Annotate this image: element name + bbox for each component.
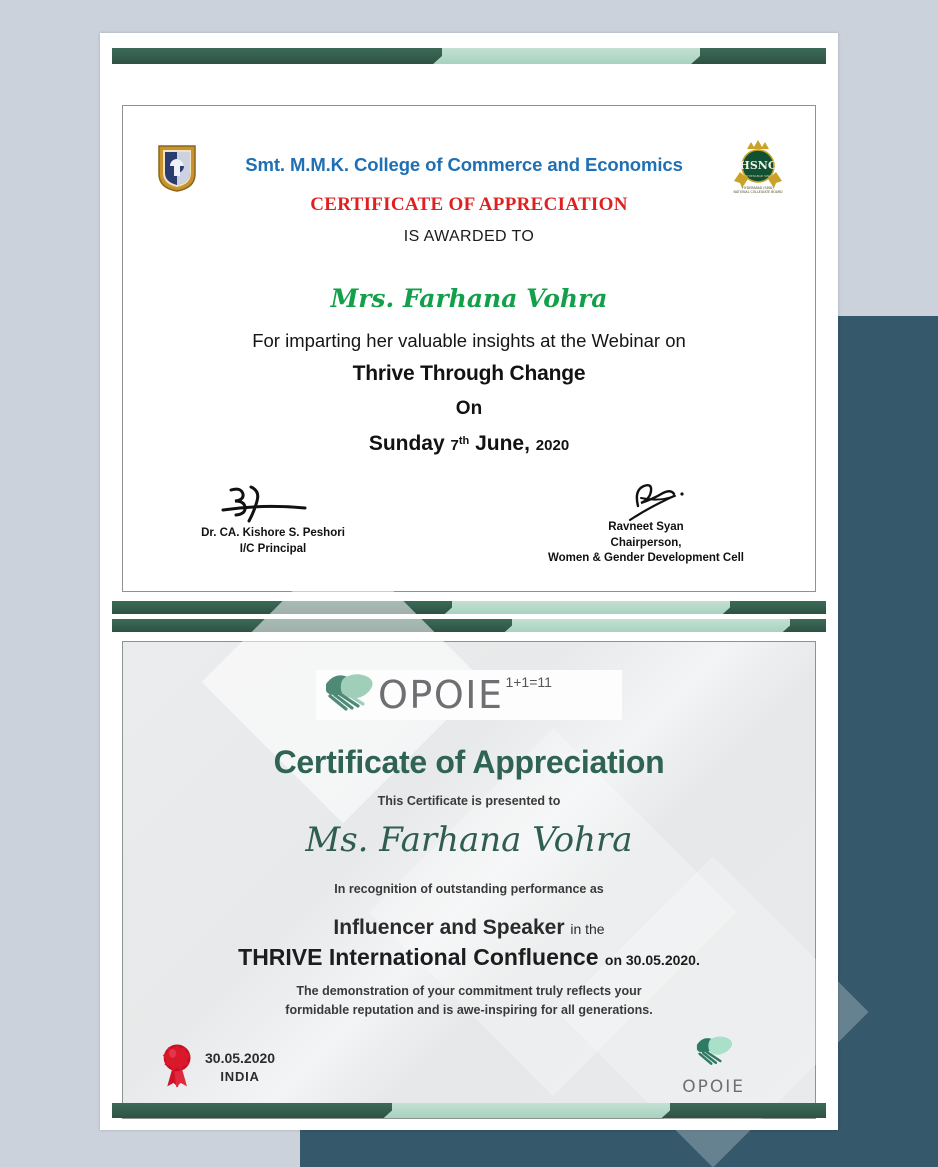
- event-name: THRIVE International Confluence: [238, 944, 599, 970]
- date-year: 2020: [535, 437, 570, 454]
- awarded-to-label: IS AWARDED TO: [403, 228, 535, 245]
- citation-body: [183, 982, 755, 1020]
- presented-to-label: This Certificate is presented to: [377, 794, 561, 808]
- hsnc-university-seal-icon: [723, 138, 793, 198]
- slate-accent-panel-bottom: [300, 1127, 938, 1167]
- opoie-handshake-logo-icon: [322, 670, 378, 721]
- role-main: Influencer and Speaker: [333, 916, 565, 939]
- footer-logo-block: [682, 1034, 745, 1097]
- citation-body-line1: The demonstration of your commitment truly reflects your: [296, 984, 642, 998]
- event-date-suffix: on 30.05.2020.: [604, 952, 700, 968]
- signature-role2-chairperson: Women & Gender Development Cell: [548, 552, 744, 565]
- seal-date: 30.05.2020: [205, 1049, 276, 1066]
- signature-name-principal: Dr. CA. Kishore S. Peshori: [201, 527, 345, 539]
- signature-block-principal: [133, 484, 413, 557]
- recognition-label: In recognition of outstanding performance as: [334, 882, 604, 896]
- date-ordinal: th: [458, 435, 470, 447]
- signature-mark-principal-icon: [133, 484, 413, 526]
- signature-mark-chairperson-icon: [481, 478, 811, 520]
- opoie-handshake-logo-small-icon: [693, 1057, 735, 1074]
- opoie-superscript: 1+1=11: [505, 674, 552, 690]
- ribbon-top: [112, 48, 826, 64]
- slate-accent-panel-right: [838, 316, 938, 1167]
- signature-block-chairperson: [481, 478, 811, 567]
- webinar-title: Thrive Through Change: [352, 362, 586, 385]
- certificate-title: CERTIFICATE OF APPRECIATION: [310, 194, 628, 215]
- date-day-number: 7: [450, 437, 459, 454]
- citation-body-line2: formidable reputation and is awe-inspiring for all generations.: [285, 1002, 653, 1017]
- opoie-wordmark: OPOIE: [378, 673, 504, 717]
- award-ribbon-seal-icon: [161, 1040, 195, 1095]
- document-sheet: [100, 33, 838, 1130]
- recipient-role: [123, 916, 815, 940]
- footer-wordmark: OPOIE: [682, 1077, 745, 1097]
- certificate-title: Certificate of Appreciation: [273, 744, 665, 780]
- signature-role-chairperson: Chairperson,: [610, 536, 682, 549]
- certificate-opoie: [122, 641, 816, 1119]
- svg-text:HYDERABAD (SIND): HYDERABAD (SIND): [742, 186, 774, 190]
- date-month: June: [475, 432, 525, 455]
- seal-block: [161, 1040, 275, 1095]
- svg-text:NATIONAL COLLEGIATE BOARD: NATIONAL COLLEGIATE BOARD: [733, 190, 783, 194]
- signature-role-principal: I/C Principal: [239, 542, 307, 555]
- on-label: On: [455, 398, 483, 419]
- citation-text: For imparting her valuable insights at the Webinar on: [252, 330, 686, 351]
- ribbon-middle-lower: [112, 619, 826, 632]
- recipient-name: Mrs. Farhana Vohra: [330, 284, 608, 313]
- recipient-name: Ms. Farhana Vohra: [305, 820, 633, 860]
- college-name: Smt. M.M.K. College of Commerce and Economics: [245, 154, 683, 175]
- opoie-logo-banner: [316, 670, 622, 720]
- date-separator: ,: [524, 432, 530, 455]
- ribbon-middle-upper: [112, 601, 826, 614]
- svg-text:HYDERABAD SIND: HYDERABAD SIND: [744, 174, 772, 178]
- event-name-line: [123, 944, 815, 971]
- certificate-mmk-college: [122, 105, 816, 592]
- smt-mmk-college-shield-icon: [157, 144, 197, 192]
- signature-name-chairperson: Ravneet Syan: [608, 521, 684, 533]
- svg-text:HSNC: HSNC: [739, 159, 777, 172]
- role-suffix: in the: [570, 921, 605, 937]
- date-day-name: Sunday: [368, 432, 445, 455]
- event-date: [123, 432, 815, 456]
- seal-country: INDIA: [220, 1069, 260, 1085]
